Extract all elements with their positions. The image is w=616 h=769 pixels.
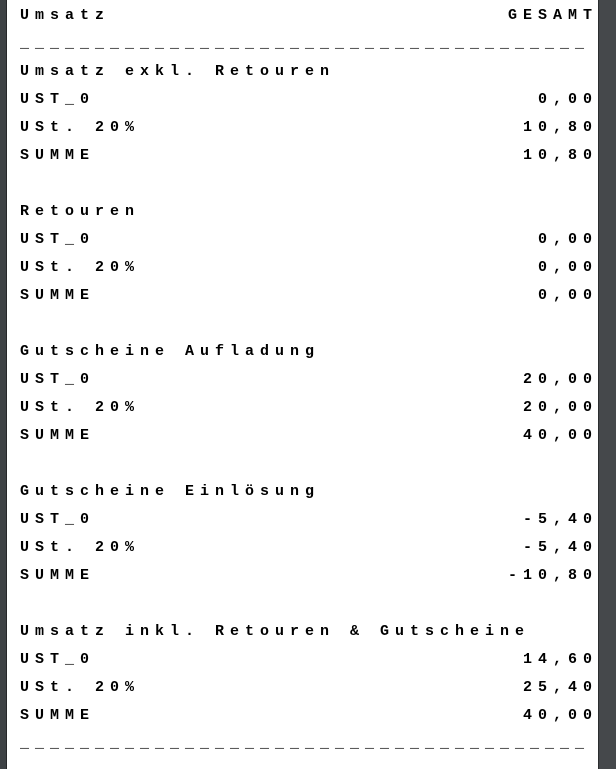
tax-row-value: 0,00 [537, 231, 598, 248]
sum-row-value: 40,00 [522, 427, 598, 444]
tax-row [20, 646, 598, 674]
tax-row-label: USt. 20% [20, 539, 141, 556]
section-retouren [20, 198, 598, 310]
tax-row-label: USt. 20% [20, 399, 141, 416]
tax-row-label: UST_0 [20, 371, 96, 388]
section-title: Retouren [20, 203, 141, 220]
section-gutscheine-einloesung [20, 478, 598, 590]
sum-row [20, 282, 598, 310]
tax-row-value: 14,60 [522, 651, 598, 668]
tax-row-label: USt. 20% [20, 119, 141, 136]
tax-row-label: UST_0 [20, 91, 96, 108]
separator-bottom: ______________________________________ [20, 735, 591, 752]
tax-row-value: 25,40 [522, 679, 598, 696]
sum-row [20, 702, 598, 730]
tax-row-value: 0,00 [537, 91, 598, 108]
report-title: Umsatz [20, 7, 111, 24]
tax-row [20, 226, 598, 254]
section-title: Gutscheine Aufladung [20, 343, 321, 360]
revenue-report [8, 0, 598, 769]
sum-row [20, 422, 598, 450]
spacer [20, 310, 598, 338]
sum-row [20, 562, 598, 590]
tax-row-label: UST_0 [20, 511, 96, 528]
sum-row-value: 10,80 [522, 147, 598, 164]
spacer [20, 590, 598, 618]
tax-row-value: 20,00 [522, 399, 598, 416]
tax-row [20, 394, 598, 422]
sum-row-label: SUMME [20, 567, 96, 584]
sum-row-label: SUMME [20, 147, 96, 164]
window-edge-left [0, 0, 7, 769]
window-edge-right [598, 0, 616, 769]
tax-row [20, 534, 598, 562]
section-umsatz-inkl-retouren-gutscheine [20, 618, 598, 730]
sum-row-label: SUMME [20, 427, 96, 444]
separator-top: ______________________________________ [20, 35, 591, 52]
sum-row-label: SUMME [20, 707, 96, 724]
tax-row [20, 506, 598, 534]
tax-row-value: -5,40 [522, 511, 598, 528]
section-title: Umsatz exkl. Retouren [20, 63, 336, 80]
spacer [20, 450, 598, 478]
tax-row-label: UST_0 [20, 651, 96, 668]
sum-row-value: 0,00 [537, 287, 598, 304]
tax-row-value: -5,40 [522, 539, 598, 556]
tax-row [20, 114, 598, 142]
report-scope: GESAMT [507, 7, 598, 24]
sum-row-label: SUMME [20, 287, 96, 304]
spacer [20, 170, 598, 198]
tax-row-value: 20,00 [522, 371, 598, 388]
section-gutscheine-aufladung [20, 338, 598, 450]
sum-row [20, 142, 598, 170]
section-title: Gutscheine Einlösung [20, 483, 321, 500]
tax-row [20, 254, 598, 282]
tax-row-label: USt. 20% [20, 259, 141, 276]
tax-row [20, 86, 598, 114]
tax-row-label: USt. 20% [20, 679, 141, 696]
section-title: Umsatz inkl. Retouren & Gutscheine [20, 623, 531, 640]
sum-row-value: -10,80 [507, 567, 598, 584]
tax-row-value: 10,80 [522, 119, 598, 136]
report-header [20, 2, 598, 30]
tax-row-value: 0,00 [537, 259, 598, 276]
sum-row-value: 40,00 [522, 707, 598, 724]
tax-row [20, 366, 598, 394]
section-umsatz-exkl-retouren [20, 58, 598, 170]
tax-row-label: UST_0 [20, 231, 96, 248]
tax-row [20, 674, 598, 702]
